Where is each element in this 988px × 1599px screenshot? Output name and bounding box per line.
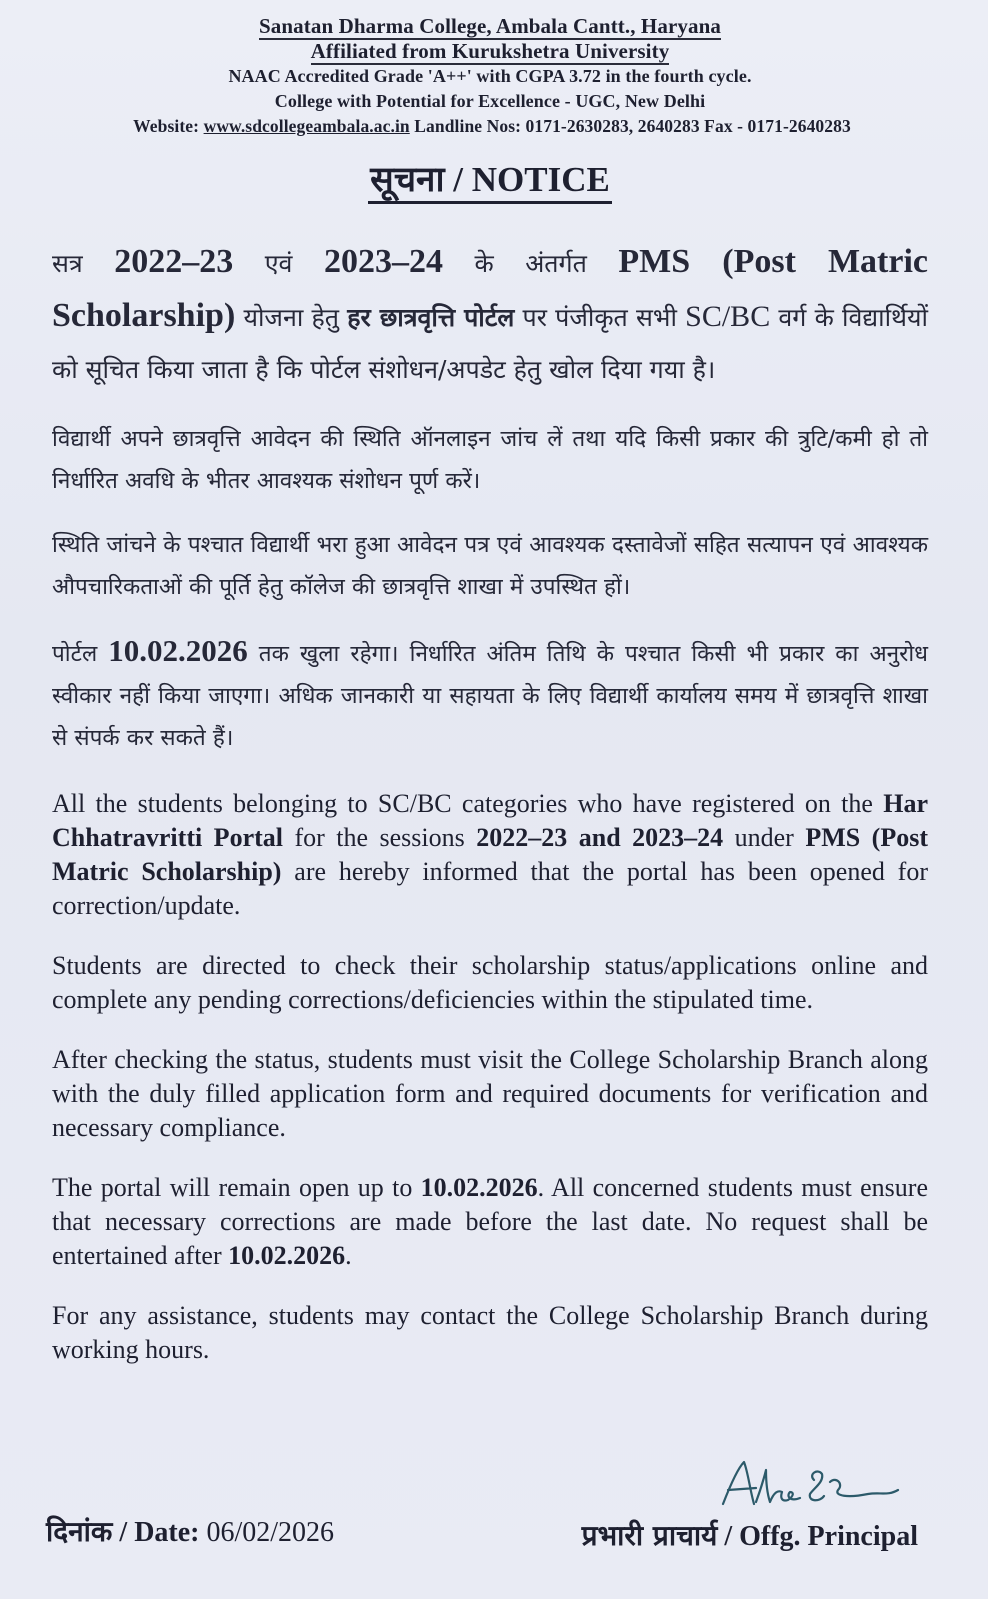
principal-hi: प्रभारी प्राचार्य [581, 1519, 718, 1552]
text-run: के अंतर्गत [442, 249, 619, 278]
english-paragraph-1 [52, 787, 928, 923]
session-year-1: 2022–23 [114, 243, 234, 280]
text-run: . [345, 1241, 352, 1270]
website-label: Website: [133, 116, 204, 136]
hindi-paragraph-2: विद्यार्थी अपने छात्रवृत्ति आवेदन की स्थिति ऑनलाइन जांच लें तथा यदि किसी प्रकार की त्रुटि/कमी हो तो निर्धारित अवधि के भीतर आवश्यक संशोधन पूर्ण करें। [52, 426, 928, 494]
pms-scheme-en: PMS (Post Matric Scholarship) [52, 823, 928, 886]
text-run: for the sessions [283, 823, 477, 852]
english-paragraph-2: Students are directed to check their scholarship status/applications online and complete any pending corrections/deficiencies within the stipulated time. [52, 951, 928, 1014]
date-value: 06/02/2026 [206, 1517, 335, 1548]
contact-numbers: Landline Nos: 0171-2630283, 2640283 Fax - 0171-2640283 [409, 116, 851, 136]
signature [518, 1456, 918, 1516]
college-name: Sanatan Dharma College, Ambala Cantt., Haryana [259, 14, 721, 38]
hindi-paragraph-1 [52, 236, 928, 396]
principal-designation [582, 1516, 918, 1554]
sessions: 2022–23 and 2023–24 [476, 823, 724, 852]
text-run: All the students belonging to SC/BC categories who have registered on the [52, 789, 884, 818]
text-run: पोर्टल [52, 641, 109, 667]
naac-line: NAAC Accredited Grade 'A++' with CGPA 3.72 in the fourth cycle. [228, 66, 752, 86]
notice-footer [46, 1498, 918, 1578]
text-run: एवं [233, 249, 324, 278]
portal-name-hi: हर छात्रवृत्ति पोर्टल [347, 303, 515, 332]
hindi-paragraph-4 [52, 630, 928, 759]
text-run: . All concerned students must ensure that necessary corrections are made before the last date. No request shall be entertained after [52, 1173, 928, 1270]
last-date-en: 10.02.2026 [420, 1173, 538, 1202]
text-run: वर्ग के विद्यार्थियों को सूचित किया जाता है कि पोर्टल संशोधन/अपडेट हेतु खोल दिया गया है। [52, 303, 928, 384]
principal-en: / Offg. Principal [717, 1521, 918, 1552]
date-line [46, 1512, 334, 1550]
date-label: / Date: [112, 1517, 207, 1548]
text-run: पर पंजीकृत सभी [514, 303, 686, 332]
affiliation: Affiliated from Kurukshetra University [310, 39, 670, 63]
english-paragraph-5: For any assistance, students may contact the College Scholarship Branch during working hours. [52, 1301, 928, 1364]
text-run: The portal will remain open up to [52, 1173, 421, 1202]
text-run: तक खुला रहेगा। निर्धारित अंतिम तिथि के पश्चात किसी भी प्रकार का अनुरोध स्वीकार नहीं किया जाएगा। अधिक जानकारी या सहायता के लिए विद्यार्थी कार्यालय समय में छात्रवृत्ति शाखा से संपर्क कर सकते हैं। [52, 641, 928, 751]
portal-name: Har Chhatravritti Portal [52, 789, 928, 852]
letterhead [52, 14, 928, 139]
english-paragraph-3: After checking the status, students must visit the College Scholarship Branch along with the duly filled application form and required documents for verification and necessary compliance. [52, 1045, 928, 1142]
last-date: 10.02.2026 [108, 633, 248, 668]
notice-title-wrap [52, 155, 928, 202]
text-run: सत्र [52, 249, 115, 278]
notice-title: सूचना / NOTICE [368, 160, 612, 204]
category-scbc: SC/BC [685, 300, 771, 333]
text-run: under [723, 823, 806, 852]
text-run: are hereby informed that the portal has been opened for correction/update. [52, 857, 928, 920]
session-year-2: 2023–24 [323, 243, 443, 280]
text-run: योजना हेतु [235, 303, 348, 332]
hindi-paragraph-3: स्थिति जांचने के पश्चात विद्यार्थी भरा हुआ आवेदन पत्र एवं आवश्यक दस्तावेजों सहित सत्यापन एवं आवश्यक औपचारिकताओं की पूर्ति हेतु कॉलेज की छात्रवृत्ति शाखा में उपस्थित हों। [52, 532, 928, 600]
ugc-line: College with Potential for Excellence - UGC, New Delhi [274, 91, 706, 111]
last-date-en-2: 10.02.2026 [228, 1241, 346, 1270]
contact-line [44, 114, 940, 139]
website-link[interactable]: www.sdcollegeambala.ac.in [203, 116, 410, 136]
english-paragraph-4 [52, 1171, 928, 1273]
pms-scheme: PMS (Post Matric Scholarship) [52, 243, 928, 334]
date-label-hi: दिनांक [46, 1515, 113, 1548]
